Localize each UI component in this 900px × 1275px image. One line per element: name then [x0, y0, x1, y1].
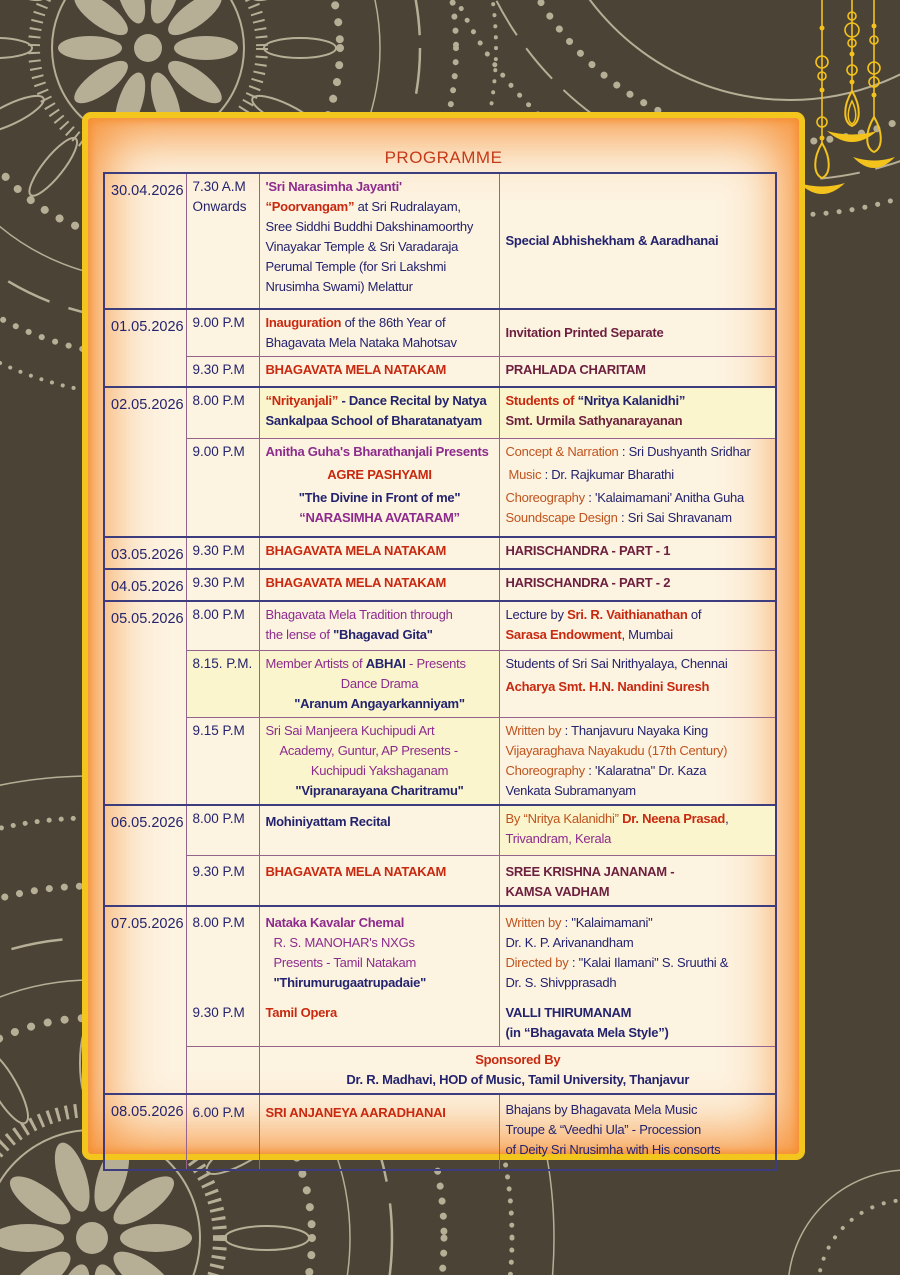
- text-line: Choreography : 'Kalaratna" Dr. Kaza: [505, 763, 707, 778]
- text-line: Sarasa Endowment, Mumbai: [505, 626, 673, 642]
- text-line: Academy, Guntur, AP Presents -: [279, 743, 458, 758]
- text-line: 9.30 P.M: [192, 863, 245, 879]
- text-line: Tamil Opera: [265, 1004, 337, 1020]
- text-line: Mohiniyattam Recital: [265, 814, 391, 829]
- text-line: 8.00 P.M: [192, 914, 245, 930]
- text-line: 07.05.2026: [111, 915, 184, 932]
- text-line: 01.05.2026: [111, 319, 184, 335]
- event-cell: [259, 357, 499, 387]
- event-cell: [259, 439, 499, 537]
- table-row: [104, 309, 776, 357]
- text-line: HARISCHANDRA - PART - 1: [505, 542, 671, 558]
- text-line: Smt. Urmila Sathyanarayanan: [505, 412, 683, 428]
- table-row: [104, 1094, 776, 1170]
- text-line: Concept & Narration : Sri Dushyanth Sridhar: [505, 444, 751, 459]
- event-cell: [259, 805, 499, 855]
- table-row: [104, 387, 776, 439]
- text-line: 6.00 P.M: [192, 1105, 245, 1120]
- details-cell: [499, 387, 776, 439]
- text-line: Nataka Kavalar Chemal: [265, 914, 405, 930]
- time-cell: [186, 718, 259, 806]
- text-line: Written by : "Kalaimamani": [505, 914, 653, 930]
- table-row: [104, 906, 776, 1047]
- details-cell: [499, 309, 776, 357]
- text-line: Students of “Nritya Kalanidhi”: [505, 392, 686, 408]
- text-line: 8.00 P.M: [192, 811, 245, 826]
- table-row: [104, 855, 776, 906]
- text-line: Invitation Printed Separate: [505, 325, 664, 340]
- text-line: 30.04.2026: [111, 183, 184, 199]
- details-cell: [499, 439, 776, 537]
- text-line: Presents - Tamil Natakam: [273, 954, 417, 970]
- text-line: BHAGAVATA MELA NATAKAM: [265, 574, 447, 590]
- details-cell: [499, 601, 776, 651]
- date-cell: [104, 805, 186, 906]
- text-line: 'Sri Narasimha Jayanti': [265, 179, 402, 194]
- text-line: BHAGAVATA MELA NATAKAM: [265, 863, 447, 879]
- text-line: Inauguration of the 86th Year of: [265, 315, 446, 330]
- text-line: KAMSA VADHAM: [505, 883, 610, 899]
- details-cell: [499, 1094, 776, 1170]
- date-cell: [104, 569, 186, 601]
- text-line: “Nrityanjali” - Dance Recital by Natya: [265, 392, 487, 408]
- table-row: [104, 439, 776, 537]
- time-cell: [186, 651, 259, 718]
- time-cell: [186, 309, 259, 357]
- time-cell: [186, 569, 259, 601]
- text-line: 7.30 A.M: [192, 179, 246, 194]
- text-line: Dr. R. Madhavi, HOD of Music, Tamil University, Thanjavur: [346, 1071, 690, 1087]
- programme-table: [103, 172, 777, 1171]
- text-line: Venkata Subramanyam: [505, 783, 636, 798]
- text-line: 9.30 P.M: [192, 362, 245, 377]
- table-row: [104, 718, 776, 806]
- text-line: Soundscape Design : Sri Sai Shravanam: [505, 510, 732, 525]
- time-cell: [186, 601, 259, 651]
- text-line: Perumal Temple (for Sri Lakshmi: [265, 259, 447, 274]
- text-line: the lense of "Bhagavad Gita": [265, 626, 433, 642]
- text-line: Onwards: [192, 199, 247, 214]
- text-line: "Thirumurugaatrupadaie": [273, 974, 426, 990]
- text-line: "The Divine in Front of me": [298, 490, 461, 505]
- date-cell: [104, 173, 186, 309]
- details-cell: [499, 173, 776, 309]
- text-line: 03.05.2026: [111, 546, 184, 563]
- table-row: [104, 805, 776, 855]
- text-line: “Poorvangam” at Sri Rudralayam,: [265, 199, 461, 214]
- text-line: "Vipranarayana Charitramu": [295, 783, 464, 798]
- text-line: Dance Drama: [340, 676, 419, 691]
- event-cell: [259, 537, 499, 569]
- time-cell: [186, 173, 259, 309]
- table-row: [104, 173, 776, 309]
- details-cell: [499, 855, 776, 906]
- event-cell: [259, 906, 499, 1047]
- event-cell: [259, 718, 499, 806]
- text-line: Bhagavata Mela Nataka Mahotsav: [265, 335, 457, 350]
- time-cell: [186, 1094, 259, 1170]
- diya-lamp: [853, 0, 895, 168]
- text-line: Sponsored By: [475, 1051, 561, 1067]
- table-row: [104, 569, 776, 601]
- programme-card: [82, 112, 805, 1160]
- time-cell: [186, 805, 259, 855]
- text-line: 06.05.2026: [111, 815, 184, 831]
- text-line: AGRE PASHYAMI: [327, 467, 432, 482]
- text-line: Member Artists of ABHAI - Presents: [265, 656, 466, 671]
- text-line: 05.05.2026: [111, 610, 184, 627]
- event-cell: [259, 601, 499, 651]
- event-cell: [259, 651, 499, 718]
- details-cell: [499, 537, 776, 569]
- text-line: VALLI THIRUMANAM: [505, 1004, 632, 1020]
- text-line: PRAHLADA CHARITAM: [505, 362, 646, 377]
- details-cell: [499, 569, 776, 601]
- text-line: Dr. S. Shivpprasadh: [505, 974, 617, 990]
- text-line: 8.00 P.M: [192, 392, 245, 408]
- date-cell: [104, 1094, 186, 1170]
- details-cell: [499, 651, 776, 718]
- text-line: 02.05.2026: [111, 396, 184, 413]
- table-row: [104, 651, 776, 718]
- text-line: (in “Bhagavata Mela Style”): [505, 1024, 669, 1040]
- text-line: 8.15. P.M.: [192, 656, 253, 671]
- time-cell: [186, 387, 259, 439]
- details-cell: [499, 805, 776, 855]
- date-cell: [104, 601, 186, 806]
- date-cell: [104, 387, 186, 537]
- table-row: [104, 537, 776, 569]
- diya-lamp: [799, 0, 845, 194]
- time-cell: [186, 357, 259, 387]
- text-line: Students of Sri Sai Nrithyalaya, Chennai: [505, 656, 728, 671]
- time-cell: [186, 906, 259, 1047]
- text-line: of Deity Sri Nrusimha with His consorts: [505, 1142, 721, 1157]
- text-line: “NARASIMHA AVATARAM”: [299, 510, 460, 525]
- date-cell: [104, 537, 186, 569]
- text-line: 9.30 P.M: [192, 574, 245, 590]
- table-row: [104, 601, 776, 651]
- date-cell: [104, 906, 186, 1095]
- time-cell: [186, 537, 259, 569]
- text-line: Written by : Thanjavuru Nayaka King: [505, 723, 708, 738]
- text-line: Vijayaraghava Nayakudu (17th Century): [505, 743, 728, 758]
- time-cell: [186, 439, 259, 537]
- event-cell: [259, 1094, 499, 1170]
- text-line: Sankalpaa School of Bharatanatyam: [265, 412, 482, 428]
- text-line: 9.30 P.M: [192, 1004, 245, 1020]
- text-line: HARISCHANDRA - PART - 2: [505, 574, 671, 590]
- details-cell: [499, 718, 776, 806]
- mandala-bottom-right-ornament: [788, 1170, 900, 1275]
- details-cell: [499, 357, 776, 387]
- text-line: Choreography : 'Kalaimamani' Anitha Guha: [505, 490, 745, 505]
- text-line: Directed by : "Kalai Ilamani" S. Sruuthi &: [505, 954, 729, 970]
- text-line: Bhajans by Bhagavata Mela Music: [505, 1102, 698, 1117]
- text-line: Dr. K. P. Arivanandham: [505, 934, 634, 950]
- event-cell: [259, 387, 499, 439]
- text-line: Bhagavata Mela Tradition through: [265, 606, 453, 622]
- table-row: [104, 1046, 776, 1094]
- text-line: "Aranum Angayarkanniyam": [294, 696, 465, 711]
- text-line: Music : Dr. Rajkumar Bharathi: [508, 467, 674, 482]
- time-cell: [186, 855, 259, 906]
- text-line: Vinayakar Temple & Sri Varadaraja: [265, 239, 459, 254]
- text-line: R. S. MANOHAR's NXGs: [273, 934, 415, 950]
- text-line: SREE KRISHNA JANANAM -: [505, 863, 675, 879]
- text-line: 08.05.2026: [111, 1104, 184, 1120]
- event-cell: [259, 309, 499, 357]
- text-line: 9.30 P.M: [192, 542, 245, 558]
- text-line: Nrusimha Swami) Melattur: [265, 279, 413, 294]
- text-line: By “Nritya Kalanidhi” Dr. Neena Prasad,: [505, 811, 729, 826]
- text-line: Anitha Guha's Bharathanjali Presents: [265, 444, 489, 459]
- diya-lamp: [827, 0, 877, 142]
- text-line: BHAGAVATA MELA NATAKAM: [265, 542, 447, 558]
- text-line: Sree Siddhi Buddhi Dakshinamoorthy: [265, 219, 474, 234]
- details-cell: [499, 906, 776, 1047]
- text-line: SRI ANJANEYA AARADHANAI: [265, 1105, 446, 1120]
- text-line: BHAGAVATA MELA NATAKAM: [265, 362, 447, 377]
- event-cell: [259, 173, 499, 309]
- text-line: Special Abhishekham & Aaradhanai: [505, 233, 719, 248]
- text-line: Lecture by Sri. R. Vaithianathan of: [505, 606, 702, 622]
- text-line: 9.00 P.M: [192, 444, 245, 459]
- text-line: 9.00 P.M: [192, 315, 245, 330]
- text-line: 9.15 P.M: [192, 723, 245, 738]
- time-cell: [186, 1046, 259, 1094]
- text-line: Sri Sai Manjeera Kuchipudi Art: [265, 723, 435, 738]
- event-cell: [259, 855, 499, 906]
- page-title: PROGRAMME: [384, 148, 503, 167]
- date-cell: [104, 309, 186, 387]
- text-line: Troupe & “Veedhi Ula” - Procession: [505, 1122, 702, 1137]
- sponsor-cell: [259, 1046, 776, 1094]
- event-cell: [259, 569, 499, 601]
- text-line: 8.00 P.M: [192, 606, 245, 622]
- text-line: 04.05.2026: [111, 578, 184, 595]
- text-line: Acharya Smt. H.N. Nandini Suresh: [505, 679, 710, 694]
- text-line: Trivandram, Kerala: [505, 831, 612, 846]
- table-row: [104, 357, 776, 387]
- text-line: Kuchipudi Yakshaganam: [310, 763, 449, 778]
